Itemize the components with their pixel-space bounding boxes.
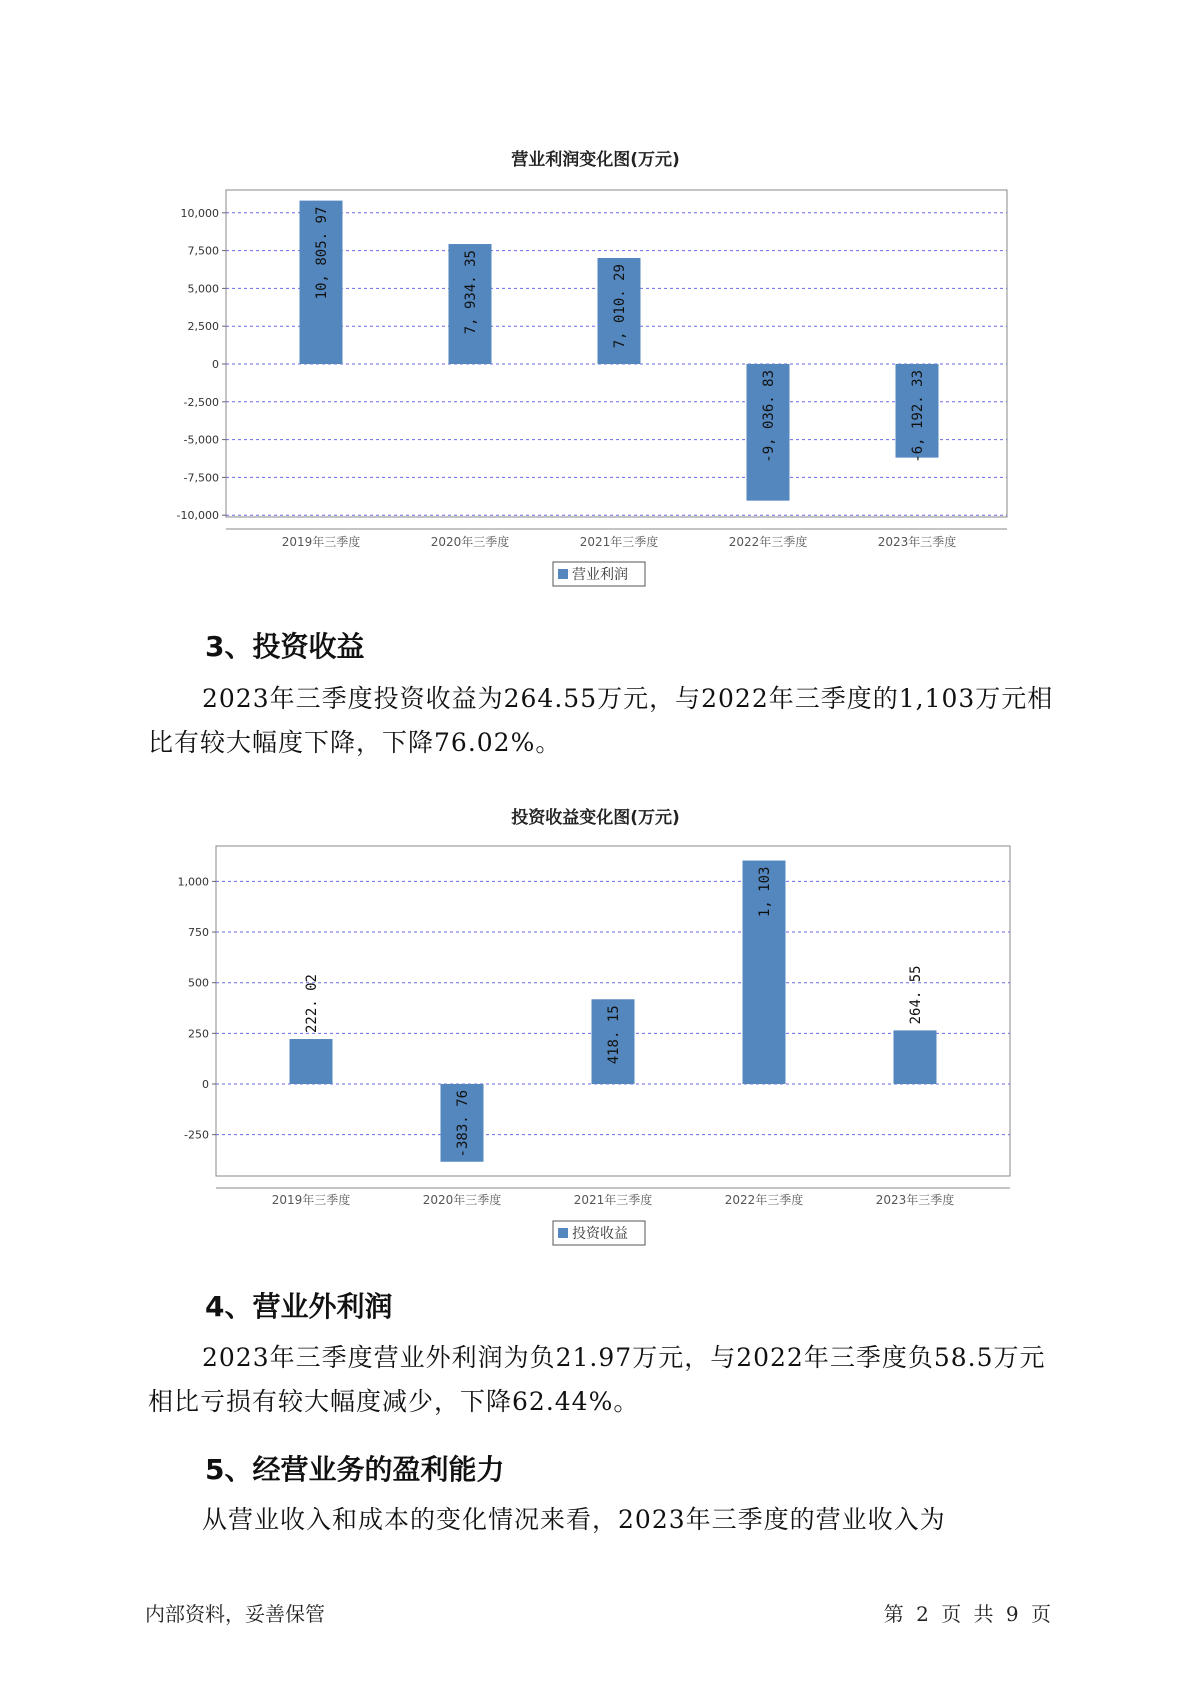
- footer-confidential: 内部资料，妥善保管: [145, 1602, 325, 1626]
- bar-value-label: 418. 15: [606, 1005, 622, 1065]
- legend-label: 投资收益: [572, 1226, 628, 1242]
- bar-value-label: 264. 55: [908, 965, 924, 1025]
- section-4-heading: 4、营业外利润: [205, 1290, 393, 1323]
- y-tick-label: -7,500: [183, 471, 219, 485]
- bar-value-label: -6, 192. 33: [910, 370, 926, 463]
- bar-value-label: -383. 76: [455, 1090, 471, 1158]
- x-category-label: 2021年三季度: [579, 535, 659, 549]
- x-category-label: 2023年三季度: [875, 1193, 955, 1207]
- x-category-label: 2023年三季度: [877, 535, 957, 549]
- bar-value-label: 10, 805. 97: [314, 206, 330, 300]
- y-tick-label: 10,000: [180, 206, 219, 220]
- x-category-label: 2022年三季度: [728, 535, 808, 549]
- x-category-label: 2020年三季度: [422, 1193, 502, 1207]
- legend-label: 营业利润: [572, 567, 628, 583]
- x-category-label: 2022年三季度: [724, 1193, 804, 1207]
- y-tick-label: -5,000: [183, 433, 219, 447]
- bar-value-label: 1, 103: [757, 866, 773, 918]
- y-tick-label: -2,500: [183, 395, 219, 409]
- y-tick-label: 250: [188, 1027, 209, 1041]
- section-4-text: 2023年三季度营业外利润为负21.97万元，与2022年三季度负58.5万元相比亏损有较大幅度减少，下降62.44%。: [148, 1343, 1046, 1416]
- y-tick-label: -10,000: [176, 509, 219, 523]
- section-5-heading: 5、经营业务的盈利能力: [205, 1453, 505, 1486]
- bar: [290, 1039, 333, 1084]
- bar-value-label: -9, 036. 83: [761, 370, 777, 463]
- bar: [894, 1030, 937, 1084]
- y-tick-label: 5,000: [187, 282, 219, 296]
- y-tick-label: 7,500: [187, 244, 219, 258]
- y-tick-label: 750: [188, 926, 209, 940]
- x-category-label: 2021年三季度: [573, 1193, 653, 1207]
- y-tick-label: 0: [202, 1078, 209, 1091]
- x-category-label: 2019年三季度: [281, 535, 361, 549]
- footer-page-number: 第 2 页 共 9 页: [883, 1602, 1051, 1626]
- legend: [553, 1221, 645, 1245]
- bar-value-label: 7, 934. 35: [463, 250, 479, 335]
- section-3-heading: 3、投资收益: [205, 630, 365, 663]
- chart2-title: 投资收益变化图(万元): [511, 808, 680, 828]
- section-5-text: 从营业收入和成本的变化情况来看，2023年三季度的营业收入为: [202, 1505, 946, 1534]
- y-tick-label: -250: [184, 1128, 209, 1142]
- bar-value-label: 222. 02: [304, 974, 320, 1034]
- y-tick-label: 500: [188, 976, 209, 990]
- x-category-label: 2019年三季度: [271, 1193, 351, 1207]
- bar-value-label: 7, 010. 29: [612, 264, 628, 349]
- section-3-text: 2023年三季度投资收益为264.55万元，与2022年三季度的1,103万元相比有较大幅度下降，下降76.02%。: [148, 684, 1054, 757]
- x-category-label: 2020年三季度: [430, 535, 510, 549]
- legend-swatch: [558, 1228, 568, 1238]
- y-tick-label: 2,500: [187, 320, 219, 334]
- y-tick-label: 0: [212, 358, 219, 371]
- y-tick-label: 1,000: [177, 875, 209, 889]
- chart1-title: 营业利润变化图(万元): [511, 150, 680, 170]
